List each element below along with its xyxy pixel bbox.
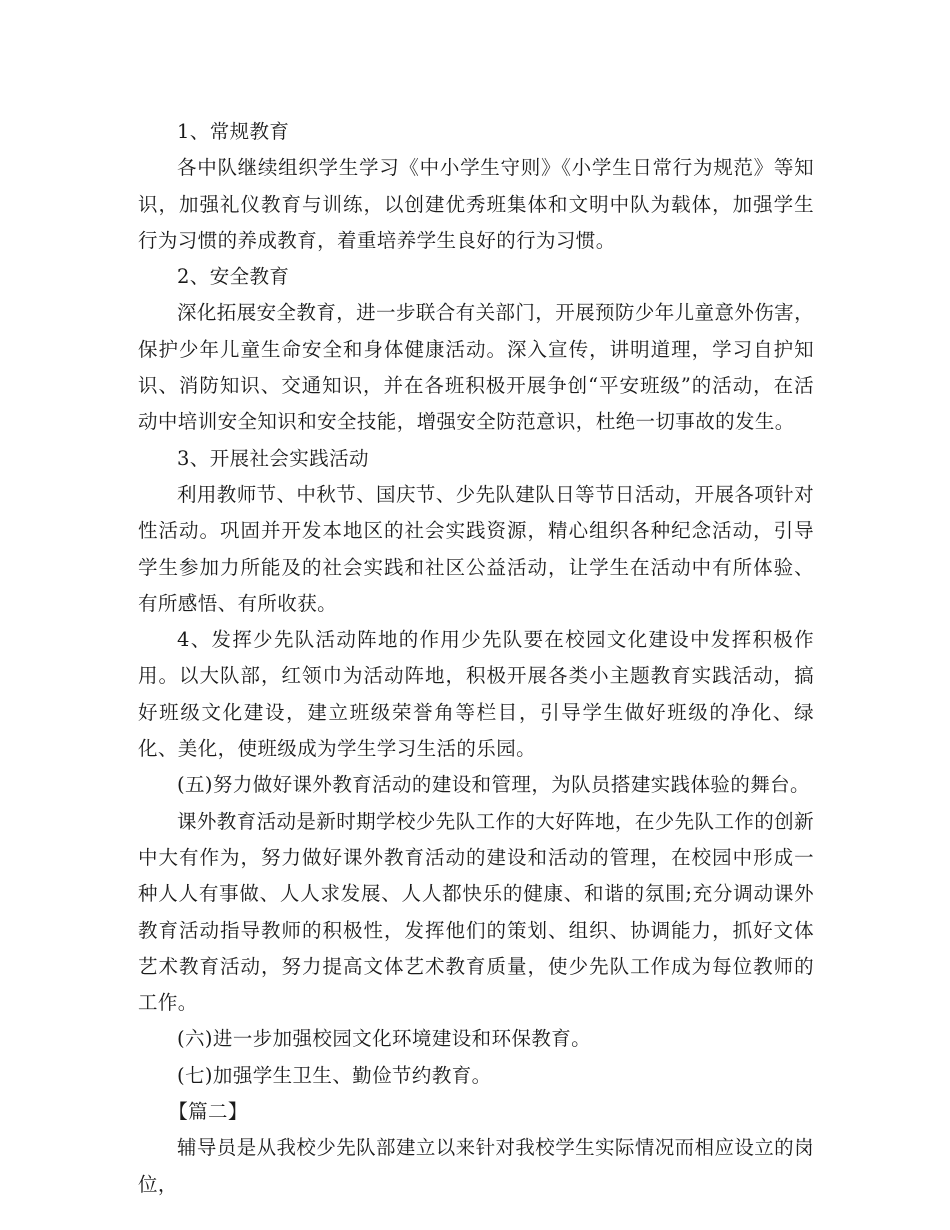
section-heading-extracurricular: (五)努力做好课外教育活动的建设和管理，为队员搭建实践体验的舞台。 (177, 773, 810, 797)
paragraph-counselor-intro: 辅导员是从我校少先队部建立以来针对我校学生实际情况而相应设立的岗位， (138, 1136, 814, 1196)
section-heading-social-practice: 3、开展社会实践活动 (177, 446, 369, 470)
section-heading-campus-culture: (六)进一步加强校园文化环境建设和环保教育。 (177, 1027, 592, 1051)
section-heading-routine-education: 1、常规教育 (177, 120, 290, 143)
paragraph-routine-education: 各中队继续组织学生学习《中小学生守则》《小学生日常行为规范》等知识，加强礼仪教育与训练，以创建优秀班集体和文明中队为载体，加强学生行为习惯的养成教育，着重培养学生良好的行为习惯。 (138, 156, 814, 252)
section-heading-hygiene-thrift: (七)加强学生卫生、勤俭节约教育。 (177, 1063, 492, 1087)
paragraph-social-practice: 利用教师节、中秋节、国庆节、少先队建队日等节日活动，开展各项针对性活动。巩固并开发本地区的社会实践资源，精心组织各种纪念活动，引导学生参加力所能及的社会实践和社区公益活动，让学生在活动中有所体验、有所感悟、有所收获。 (138, 482, 814, 615)
paragraph-extracurricular: 课外教育活动是新时期学校少先队工作的大好阵地，在少先队工作的创新中大有作为，努力做好课外教育活动的建设和活动的管理，在校园中形成一种人人有事做、人人求发展、人人都快乐的健康、和谐的氛围;充分调动课外教育活动指导教师的积极性，发挥他们的策划、组织、协调能力，抓好文体艺术教育活动，努力提高文体艺术教育质量，使少先队工作成为每位教师的工作。 (138, 809, 814, 1015)
document-body (138, 114, 814, 1203)
part-two-heading: 【篇二】 (168, 1100, 248, 1124)
paragraph-activity-base: 4、发挥少先队活动阵地的作用少先队要在校园文化建设中发挥积极作用。以大队部，红领巾为活动阵地，积极开展各类小主题教育实践活动，搞好班级文化建设，建立班级荣誉角等栏目，引导学生做好班级的净化、绿化、美化，使班级成为学生学习生活的乐园。 (138, 628, 814, 761)
paragraph-safety-education: 深化拓展安全教育，进一步联合有关部门，开展预防少年儿童意外伤害，保护少年儿童生命安全和身体健康活动。深入宣传，讲明道理，学习自护知识、消防知识、交通知识，并在各班积极开展争创“平安班级”的活动，在活动中培训安全知识和安全技能，增强安全防范意识，杜绝一切事故的发生。 (138, 301, 814, 434)
section-heading-safety-education: 2、安全教育 (177, 265, 290, 289)
